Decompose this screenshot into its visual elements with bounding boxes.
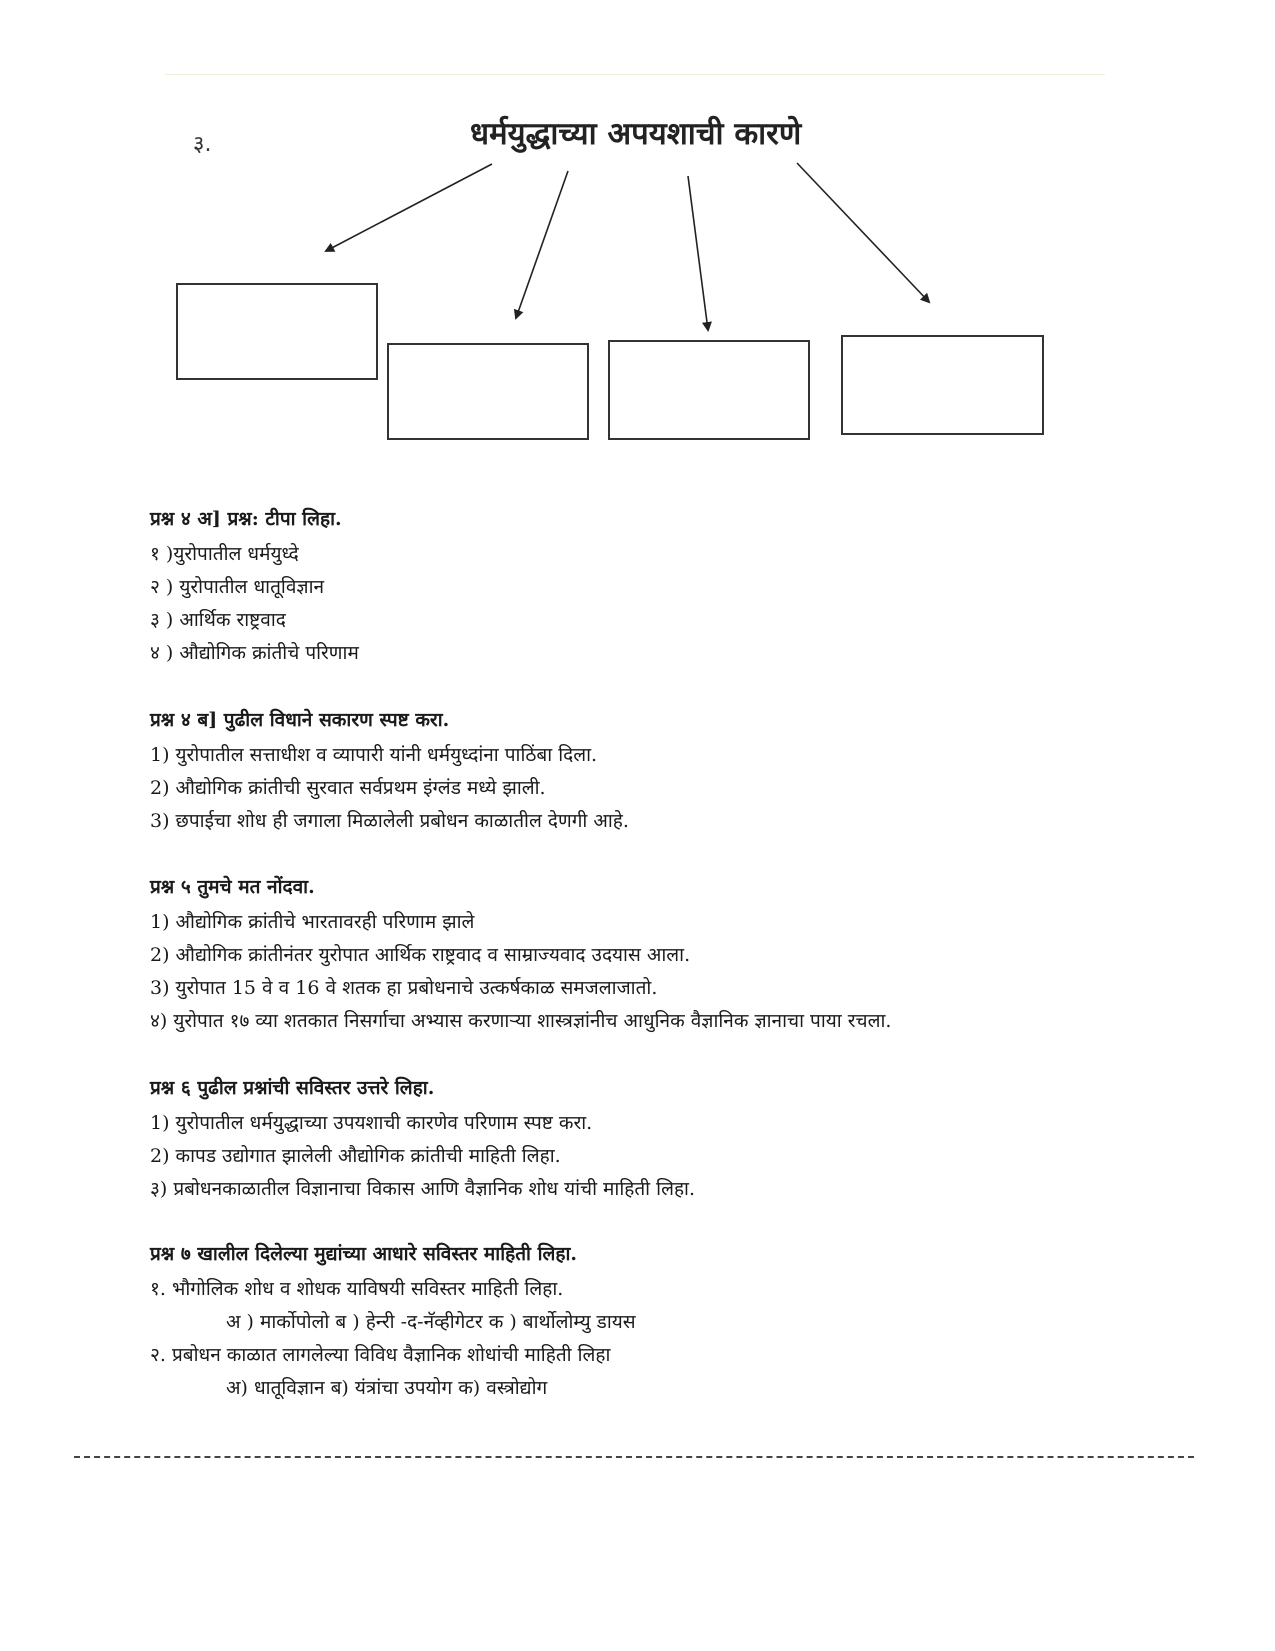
question-4a-heading: प्रश्न ४ अ] प्रश्न: टीपा लिहा. [150,508,342,530]
question-4b-item: 1) युरोपातील सत्ताधीश व व्यापारी यांनी धर्मयुध्दांना पाठिंबा दिला. [150,744,598,766]
question-5 [150,873,1200,1038]
question-7 [150,1240,1200,1405]
answer-box-3[interactable] [608,340,810,440]
question-7-item-1: १. भौगोलिक शोध व शोधक याविषयी सविस्तर माहिती लिहा. [150,1278,564,1300]
answer-box-1[interactable] [176,283,378,380]
answer-box-4[interactable] [841,335,1044,435]
question-4b-item: 3) छपाईचा शोध ही जगाला मिळालेली प्रबोधन काळातील देणगी आहे. [150,810,629,832]
question-6-item: ३) प्रबोधनकाळातील विज्ञानाचा विकास आणि वैज्ञानिक शोध यांची माहिती लिहा. [150,1178,695,1200]
question-4b-item: 2) औद्योगिक क्रांतीची सुरवात सर्वप्रथम इंग्लंड मध्ये झाली. [150,777,546,799]
question-4a [150,505,1200,670]
question-7-item-2-options: अ) धातूविज्ञान ब) यंत्रांचा उपयोग क) वस्त्रोद्योग [226,1377,548,1399]
arrow-4 [797,163,929,302]
question-4a-item: २ ) युरोपातील धातूविज्ञान [150,576,325,598]
question-5-item: 1) औद्योगिक क्रांतीचे भारतावरही परिणाम झाले [150,911,475,933]
answer-box-2[interactable] [387,343,589,440]
question-6-heading: प्रश्न ६ पुढील प्रश्नांची सविस्तर उत्तरे लिहा. [150,1077,435,1099]
arrow-2 [516,171,568,318]
question-4a-item: ३ ) आर्थिक राष्ट्रवाद [150,609,286,631]
question-6-item: 1) युरोपातील धर्मयुद्धाच्या उपयशाची कारणेव परिणाम स्पष्ट करा. [150,1112,593,1134]
question-6-item: 2) कापड उद्योगात झालेली औद्योगिक क्रांतीची माहिती लिहा. [150,1145,561,1167]
question-5-item: 2) औद्योगिक क्रांतीनंतर युरोपात आर्थिक राष्ट्रवाद व साम्राज्यवाद उदयास आला. [150,944,691,966]
diagram-question-number: ३. [193,132,212,157]
dashed-separator [74,1456,1194,1458]
question-4b [150,706,1200,838]
question-7-heading: प्रश्न ७ खालील दिलेल्या मुद्यांच्या आधारे सविस्तर माहिती लिहा. [150,1243,578,1265]
question-7-item-2: २. प्रबोधन काळात लागलेल्या विविध वैज्ञानिक शोधांची माहिती लिहा [150,1344,611,1366]
question-5-heading: प्रश्न ५ तुमचे मत नोंदवा. [150,876,315,898]
causes-diagram [0,0,1275,460]
question-4a-item: ४ ) औद्योगिक क्रांतीचे परिणाम [150,642,359,664]
diagram-title: धर्मयुद्धाच्या अपयशाची कारणे [470,116,802,152]
question-5-item: 3) युरोपात 15 वे व 16 वे शतक हा प्रबोधनाचे उत्कर्षकाळ समजलाजातो. [150,977,658,999]
question-4a-item: १ )युरोपातील धर्मयुध्दे [150,543,299,565]
arrow-3 [688,176,708,330]
question-5-item: ४) युरोपात १७ व्या शतकात निसर्गाचा अभ्यास करणाऱ्या शास्त्रज्ञांनीच आधुनिक वैज्ञानिक ज्ञानाचा पाया रचला. [150,1010,892,1032]
question-7-item-1-options: अ ) मार्कोपोलो ब ) हेन्‍री -द-नॅव्हीगेटर क ) बार्थोलोम्यु डायस [226,1311,636,1333]
question-6 [150,1074,1200,1206]
arrow-1 [326,164,492,251]
question-4b-heading: प्रश्न ४ ब] पुढील विधाने सकारण स्पष्ट करा. [150,709,450,731]
